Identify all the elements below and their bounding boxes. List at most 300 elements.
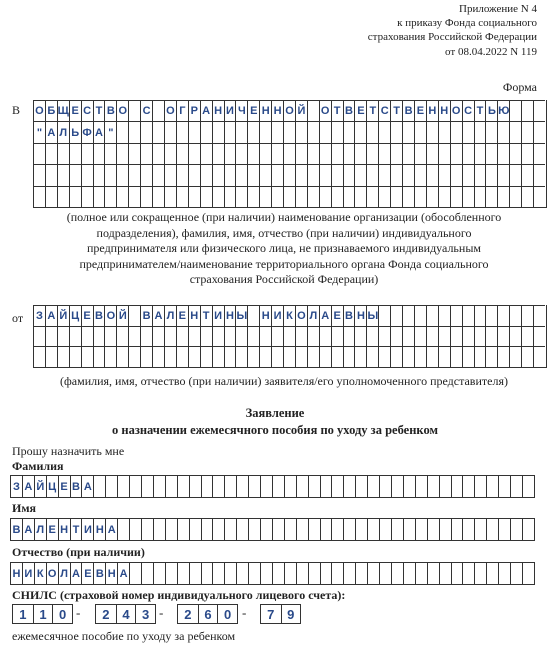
snils-group[interactable] — [12, 604, 73, 624]
recipient-cell[interactable]: Щ — [57, 100, 69, 121]
applicant-cell[interactable] — [402, 305, 414, 326]
patronymic-cell[interactable]: Е — [81, 562, 93, 584]
recipient-cell[interactable]: О — [164, 100, 176, 121]
recipient-cell[interactable] — [497, 143, 509, 164]
applicant-cell[interactable]: Н — [188, 305, 200, 326]
recipient-cell[interactable] — [164, 143, 176, 164]
recipient-cell[interactable]: В — [343, 100, 355, 121]
recipient-cell[interactable] — [331, 186, 343, 207]
recipient-cell[interactable]: С — [140, 100, 152, 121]
applicant-cell[interactable] — [188, 326, 200, 347]
patronymic-cell[interactable]: Л — [58, 562, 70, 584]
applicant-cell[interactable] — [426, 346, 438, 367]
surname-cell[interactable] — [129, 475, 141, 497]
recipient-cell[interactable] — [128, 186, 140, 207]
name-cell[interactable] — [129, 518, 141, 540]
recipient-cell[interactable] — [307, 164, 319, 185]
recipient-grid[interactable] — [33, 100, 547, 208]
surname-cell[interactable] — [296, 475, 308, 497]
applicant-cell[interactable] — [307, 346, 319, 367]
applicant-cell[interactable] — [426, 326, 438, 347]
applicant-cell[interactable] — [93, 326, 105, 347]
patronymic-cell[interactable] — [427, 562, 439, 584]
applicant-cell[interactable] — [378, 346, 390, 367]
name-cell[interactable] — [248, 518, 260, 540]
recipient-cell[interactable]: Р — [188, 100, 200, 121]
recipient-cell[interactable] — [200, 121, 212, 142]
surname-cell[interactable] — [474, 475, 486, 497]
applicant-cell[interactable] — [319, 326, 331, 347]
recipient-cell[interactable] — [152, 121, 164, 142]
recipient-cell[interactable] — [45, 186, 57, 207]
applicant-cell[interactable] — [533, 326, 545, 347]
recipient-cell[interactable]: И — [224, 100, 236, 121]
recipient-cell[interactable] — [450, 143, 462, 164]
patronymic-cell[interactable]: А — [70, 562, 82, 584]
recipient-cell[interactable]: Ь — [485, 100, 497, 121]
recipient-cell[interactable] — [474, 186, 486, 207]
name-cell[interactable] — [212, 518, 224, 540]
applicant-cell[interactable] — [402, 326, 414, 347]
surname-cell[interactable]: В — [70, 475, 82, 497]
surname-cell[interactable] — [236, 475, 248, 497]
recipient-cell[interactable] — [271, 121, 283, 142]
patronymic-cell[interactable] — [296, 562, 308, 584]
recipient-cell[interactable] — [69, 186, 81, 207]
applicant-cell[interactable] — [390, 326, 402, 347]
applicant-cell[interactable] — [116, 346, 128, 367]
surname-cell[interactable] — [165, 475, 177, 497]
surname-cell[interactable]: А — [22, 475, 34, 497]
applicant-cell[interactable] — [283, 326, 295, 347]
recipient-cell[interactable] — [450, 186, 462, 207]
recipient-cell[interactable] — [235, 143, 247, 164]
name-cell[interactable]: И — [81, 518, 93, 540]
snils-digit[interactable]: 2 — [102, 606, 110, 622]
surname-cell[interactable] — [117, 475, 129, 497]
recipient-cell[interactable] — [188, 143, 200, 164]
applicant-cell[interactable] — [128, 346, 140, 367]
recipient-cell[interactable]: О — [319, 100, 331, 121]
name-cell[interactable]: А — [22, 518, 34, 540]
recipient-cell[interactable] — [497, 186, 509, 207]
snils-digit[interactable]: 0 — [217, 605, 237, 623]
applicant-cell[interactable] — [390, 305, 402, 326]
recipient-cell[interactable] — [390, 164, 402, 185]
surname-cell[interactable]: Ц — [46, 475, 58, 497]
applicant-cell[interactable] — [307, 326, 319, 347]
applicant-cell[interactable]: А — [319, 305, 331, 326]
recipient-cell[interactable] — [474, 143, 486, 164]
applicant-cell[interactable] — [509, 346, 521, 367]
snils-group[interactable] — [177, 604, 238, 624]
applicant-cell[interactable] — [509, 326, 521, 347]
recipient-cell[interactable] — [378, 164, 390, 185]
applicant-cell[interactable] — [164, 326, 176, 347]
recipient-cell[interactable]: Н — [438, 100, 450, 121]
applicant-cell[interactable] — [116, 326, 128, 347]
applicant-cell[interactable] — [235, 326, 247, 347]
recipient-cell[interactable]: С — [378, 100, 390, 121]
applicant-cell[interactable] — [224, 326, 236, 347]
recipient-cell[interactable] — [224, 164, 236, 185]
name-cell[interactable] — [284, 518, 296, 540]
name-cell[interactable] — [367, 518, 379, 540]
recipient-cell[interactable] — [116, 143, 128, 164]
recipient-cell[interactable] — [128, 143, 140, 164]
patronymic-field[interactable] — [10, 562, 535, 585]
applicant-cell[interactable] — [474, 305, 486, 326]
applicant-cell[interactable] — [438, 346, 450, 367]
recipient-cell[interactable] — [438, 143, 450, 164]
recipient-cell[interactable] — [521, 121, 533, 142]
recipient-cell[interactable] — [485, 164, 497, 185]
surname-cell[interactable] — [462, 475, 474, 497]
recipient-cell[interactable] — [307, 100, 319, 121]
applicant-cell[interactable] — [521, 346, 533, 367]
name-cell[interactable] — [486, 518, 498, 540]
applicant-cell[interactable]: В — [140, 305, 152, 326]
snils-group[interactable] — [260, 604, 301, 624]
recipient-cell[interactable]: Е — [69, 100, 81, 121]
recipient-cell[interactable] — [235, 186, 247, 207]
recipient-cell[interactable] — [497, 121, 509, 142]
recipient-cell[interactable] — [426, 186, 438, 207]
recipient-cell[interactable] — [485, 186, 497, 207]
applicant-cell[interactable] — [462, 346, 474, 367]
surname-cell[interactable]: Й — [34, 475, 46, 497]
recipient-cell[interactable] — [283, 186, 295, 207]
applicant-cell[interactable] — [45, 346, 57, 367]
name-cell[interactable] — [201, 518, 213, 540]
patronymic-cell[interactable] — [248, 562, 260, 584]
surname-field[interactable] — [10, 475, 535, 498]
recipient-cell[interactable] — [283, 164, 295, 185]
patronymic-cell[interactable] — [308, 562, 320, 584]
recipient-cell[interactable] — [378, 121, 390, 142]
recipient-cell[interactable] — [521, 143, 533, 164]
recipient-cell[interactable] — [247, 121, 259, 142]
applicant-cell[interactable]: Т — [200, 305, 212, 326]
recipient-cell[interactable] — [343, 143, 355, 164]
recipient-cell[interactable] — [283, 121, 295, 142]
surname-cell[interactable] — [343, 475, 355, 497]
recipient-cell[interactable]: Т — [93, 100, 105, 121]
snils-digit[interactable]: 0 — [52, 605, 72, 623]
snils-digit[interactable]: 1 — [33, 605, 53, 623]
recipient-cell[interactable] — [366, 164, 378, 185]
recipient-cell[interactable] — [414, 186, 426, 207]
name-cell[interactable] — [439, 518, 451, 540]
applicant-cell[interactable] — [128, 326, 140, 347]
name-cell[interactable] — [117, 518, 129, 540]
recipient-cell[interactable] — [331, 164, 343, 185]
patronymic-cell[interactable] — [367, 562, 379, 584]
applicant-cell[interactable] — [93, 346, 105, 367]
name-cell[interactable] — [415, 518, 427, 540]
applicant-cell[interactable] — [450, 305, 462, 326]
patronymic-cell[interactable] — [486, 562, 498, 584]
patronymic-cell[interactable] — [272, 562, 284, 584]
name-cell[interactable] — [522, 518, 534, 540]
recipient-cell[interactable] — [259, 143, 271, 164]
recipient-cell[interactable] — [69, 164, 81, 185]
recipient-cell[interactable]: Ь — [69, 121, 81, 142]
surname-cell[interactable] — [498, 475, 510, 497]
recipient-cell[interactable] — [354, 143, 366, 164]
recipient-cell[interactable] — [402, 164, 414, 185]
recipient-cell[interactable] — [57, 143, 69, 164]
recipient-cell[interactable] — [533, 143, 545, 164]
surname-cell[interactable] — [486, 475, 498, 497]
recipient-cell[interactable] — [93, 186, 105, 207]
patronymic-cell[interactable] — [462, 562, 474, 584]
applicant-cell[interactable]: И — [271, 305, 283, 326]
surname-cell[interactable]: А — [81, 475, 93, 497]
applicant-cell[interactable]: В — [343, 305, 355, 326]
name-cell[interactable] — [331, 518, 343, 540]
surname-cell[interactable] — [212, 475, 224, 497]
recipient-cell[interactable] — [462, 186, 474, 207]
recipient-cell[interactable] — [533, 164, 545, 185]
recipient-cell[interactable] — [295, 143, 307, 164]
name-cell[interactable] — [391, 518, 403, 540]
applicant-cell[interactable] — [378, 326, 390, 347]
patronymic-cell[interactable] — [129, 562, 141, 584]
applicant-cell[interactable]: Й — [57, 305, 69, 326]
recipient-cell[interactable] — [509, 121, 521, 142]
recipient-cell[interactable]: О — [283, 100, 295, 121]
name-cell[interactable]: Н — [58, 518, 70, 540]
recipient-cell[interactable] — [366, 121, 378, 142]
applicant-cell[interactable] — [509, 305, 521, 326]
applicant-cell[interactable]: Ц — [69, 305, 81, 326]
applicant-cell[interactable] — [200, 326, 212, 347]
recipient-cell[interactable] — [200, 186, 212, 207]
patronymic-cell[interactable] — [260, 562, 272, 584]
applicant-cell[interactable] — [176, 326, 188, 347]
surname-cell[interactable] — [439, 475, 451, 497]
recipient-cell[interactable] — [104, 186, 116, 207]
surname-cell[interactable] — [522, 475, 534, 497]
surname-cell[interactable] — [331, 475, 343, 497]
recipient-cell[interactable] — [533, 186, 545, 207]
recipient-cell[interactable]: Л — [57, 121, 69, 142]
name-cell[interactable]: Л — [34, 518, 46, 540]
recipient-cell[interactable]: С — [462, 100, 474, 121]
recipient-cell[interactable] — [378, 143, 390, 164]
recipient-cell[interactable]: Н — [271, 100, 283, 121]
applicant-cell[interactable] — [331, 346, 343, 367]
applicant-cell[interactable] — [259, 346, 271, 367]
name-cell[interactable]: А — [105, 518, 117, 540]
applicant-cell[interactable] — [45, 326, 57, 347]
applicant-cell[interactable] — [104, 326, 116, 347]
recipient-cell[interactable] — [45, 143, 57, 164]
applicant-cell[interactable] — [57, 326, 69, 347]
recipient-cell[interactable] — [259, 121, 271, 142]
recipient-cell[interactable] — [93, 143, 105, 164]
recipient-cell[interactable] — [116, 186, 128, 207]
applicant-cell[interactable]: Ы — [366, 305, 378, 326]
applicant-grid[interactable] — [33, 305, 547, 368]
recipient-cell[interactable] — [414, 143, 426, 164]
name-cell[interactable] — [224, 518, 236, 540]
recipient-cell[interactable] — [104, 164, 116, 185]
applicant-cell[interactable] — [354, 326, 366, 347]
name-cell[interactable] — [498, 518, 510, 540]
applicant-cell[interactable] — [212, 346, 224, 367]
recipient-cell[interactable] — [533, 121, 545, 142]
recipient-cell[interactable] — [152, 143, 164, 164]
recipient-cell[interactable] — [235, 121, 247, 142]
applicant-cell[interactable] — [343, 326, 355, 347]
recipient-cell[interactable]: С — [81, 100, 93, 121]
recipient-cell[interactable]: " — [104, 121, 116, 142]
applicant-cell[interactable] — [152, 346, 164, 367]
recipient-cell[interactable]: В — [104, 100, 116, 121]
surname-cell[interactable] — [105, 475, 117, 497]
patronymic-cell[interactable] — [415, 562, 427, 584]
surname-cell[interactable] — [320, 475, 332, 497]
recipient-cell[interactable]: Т — [390, 100, 402, 121]
recipient-cell[interactable] — [485, 143, 497, 164]
applicant-cell[interactable] — [414, 346, 426, 367]
surname-cell[interactable] — [177, 475, 189, 497]
recipient-cell[interactable] — [521, 186, 533, 207]
recipient-cell[interactable]: В — [402, 100, 414, 121]
recipient-cell[interactable]: Ф — [81, 121, 93, 142]
applicant-cell[interactable] — [497, 346, 509, 367]
recipient-cell[interactable] — [212, 143, 224, 164]
patronymic-cell[interactable] — [391, 562, 403, 584]
name-cell[interactable]: Н — [93, 518, 105, 540]
recipient-cell[interactable] — [176, 121, 188, 142]
patronymic-cell[interactable]: А — [117, 562, 129, 584]
recipient-cell[interactable] — [224, 143, 236, 164]
name-cell[interactable] — [320, 518, 332, 540]
recipient-cell[interactable] — [295, 186, 307, 207]
applicant-cell[interactable] — [366, 326, 378, 347]
recipient-cell[interactable] — [533, 100, 545, 121]
applicant-cell[interactable] — [152, 326, 164, 347]
name-cell[interactable] — [427, 518, 439, 540]
surname-cell[interactable] — [141, 475, 153, 497]
applicant-cell[interactable] — [247, 305, 259, 326]
recipient-cell[interactable] — [140, 186, 152, 207]
applicant-cell[interactable]: Е — [331, 305, 343, 326]
recipient-cell[interactable] — [426, 121, 438, 142]
recipient-cell[interactable] — [45, 164, 57, 185]
name-cell[interactable] — [177, 518, 189, 540]
applicant-cell[interactable] — [295, 326, 307, 347]
recipient-cell[interactable] — [81, 143, 93, 164]
patronymic-cell[interactable] — [177, 562, 189, 584]
applicant-cell[interactable]: З — [33, 305, 45, 326]
applicant-cell[interactable] — [497, 305, 509, 326]
applicant-cell[interactable] — [402, 346, 414, 367]
applicant-cell[interactable]: А — [45, 305, 57, 326]
applicant-cell[interactable]: Е — [81, 305, 93, 326]
recipient-cell[interactable]: О — [33, 100, 45, 121]
applicant-cell[interactable] — [474, 346, 486, 367]
surname-cell[interactable] — [272, 475, 284, 497]
snils-digit[interactable]: 9 — [281, 605, 301, 623]
surname-cell[interactable] — [427, 475, 439, 497]
name-cell[interactable] — [165, 518, 177, 540]
applicant-cell[interactable] — [164, 346, 176, 367]
applicant-cell[interactable] — [414, 305, 426, 326]
patronymic-cell[interactable] — [212, 562, 224, 584]
applicant-cell[interactable] — [390, 346, 402, 367]
applicant-cell[interactable] — [69, 346, 81, 367]
surname-cell[interactable] — [403, 475, 415, 497]
recipient-cell[interactable] — [140, 121, 152, 142]
recipient-cell[interactable]: А — [93, 121, 105, 142]
applicant-cell[interactable]: Е — [176, 305, 188, 326]
recipient-cell[interactable] — [116, 164, 128, 185]
recipient-cell[interactable] — [402, 143, 414, 164]
recipient-cell[interactable] — [426, 164, 438, 185]
applicant-cell[interactable] — [462, 305, 474, 326]
name-cell[interactable] — [153, 518, 165, 540]
surname-cell[interactable] — [189, 475, 201, 497]
surname-cell[interactable] — [201, 475, 213, 497]
recipient-cell[interactable] — [212, 164, 224, 185]
recipient-cell[interactable] — [331, 121, 343, 142]
applicant-cell[interactable] — [533, 305, 545, 326]
recipient-cell[interactable] — [354, 164, 366, 185]
patronymic-cell[interactable] — [355, 562, 367, 584]
recipient-cell[interactable] — [176, 164, 188, 185]
applicant-cell[interactable] — [176, 346, 188, 367]
applicant-cell[interactable] — [259, 326, 271, 347]
recipient-cell[interactable] — [509, 186, 521, 207]
applicant-cell[interactable]: К — [283, 305, 295, 326]
recipient-cell[interactable] — [390, 121, 402, 142]
recipient-cell[interactable] — [378, 186, 390, 207]
recipient-cell[interactable] — [33, 143, 45, 164]
recipient-cell[interactable]: Е — [354, 100, 366, 121]
applicant-cell[interactable] — [521, 305, 533, 326]
applicant-cell[interactable] — [224, 346, 236, 367]
recipient-cell[interactable] — [200, 164, 212, 185]
recipient-cell[interactable]: Е — [414, 100, 426, 121]
applicant-cell[interactable] — [450, 346, 462, 367]
recipient-cell[interactable] — [438, 164, 450, 185]
recipient-cell[interactable] — [152, 100, 164, 121]
name-cell[interactable] — [343, 518, 355, 540]
recipient-cell[interactable] — [319, 164, 331, 185]
recipient-cell[interactable]: Н — [259, 100, 271, 121]
applicant-cell[interactable] — [283, 346, 295, 367]
recipient-cell[interactable] — [81, 164, 93, 185]
recipient-cell[interactable] — [509, 143, 521, 164]
recipient-cell[interactable] — [438, 186, 450, 207]
name-cell[interactable] — [474, 518, 486, 540]
recipient-cell[interactable]: " — [33, 121, 45, 142]
recipient-cell[interactable] — [343, 121, 355, 142]
surname-cell[interactable] — [284, 475, 296, 497]
recipient-cell[interactable] — [474, 164, 486, 185]
applicant-cell[interactable] — [33, 326, 45, 347]
applicant-cell[interactable] — [462, 326, 474, 347]
recipient-cell[interactable] — [164, 164, 176, 185]
patronymic-cell[interactable] — [439, 562, 451, 584]
recipient-cell[interactable] — [426, 143, 438, 164]
recipient-cell[interactable] — [485, 121, 497, 142]
recipient-cell[interactable] — [331, 143, 343, 164]
